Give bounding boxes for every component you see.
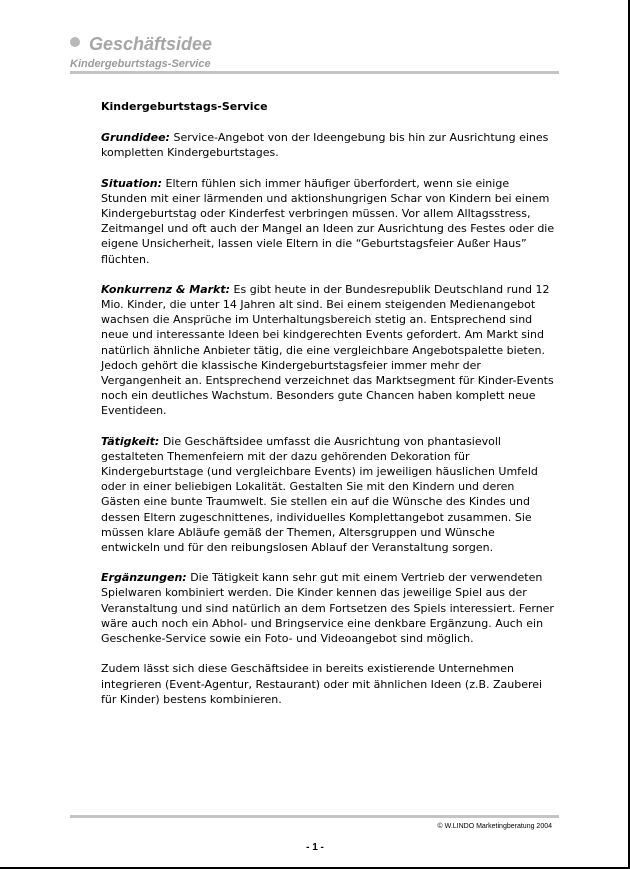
closing-paragraph: Zudem lässt sich diese Geschäftsidee in bereits existierende Unternehmen integrieren (Event-Agentur, Restaurant) oder mit ähnlichen Ideen (z.B. Zauberei für Kinder) bestens kombinieren. [101, 662, 543, 706]
section-label: Tätigkeit: [101, 434, 160, 448]
section-text: Die Geschäftsidee umfasst die Ausrichtung von phantasievoll gestalteten Themenfeiern mit der dazu gehörenden Dekoration für Kindergeburtstage (und vergleichbare Events) im jeweiligen häuslichen Umfeld oder in einer beliebigen Lokalität. Gestalten Sie mit den Kindern und deren Gästen eine bunte Traumwelt. Sie stellen ein auf die Wünsche des Kindes und dessen Eltern zugeschnittenes, individuelles Komplettangebot zusammen. Sie müssen klare Abläufe gemäß der Themen, Altersgruppen und Wünsche entwickeln und für den reibungslosen Ablauf der Veranstaltung sorgen. [101, 434, 538, 555]
header-divider [70, 71, 559, 74]
bullet-dot-icon [70, 37, 80, 47]
page-number: - 1 - [306, 842, 324, 853]
footer-divider [70, 815, 559, 818]
section-label: Situation: [101, 176, 163, 190]
footer-copyright: © W.LINDO Marketingberatung 2004 [437, 823, 552, 830]
section-konkurrenz-markt [101, 282, 556, 419]
section-situation [101, 176, 556, 267]
header-title-row [70, 33, 560, 55]
section-ergaenzungen [101, 570, 556, 646]
section-text: Service-Angebot von der Ideengebung bis hin zur Ausrichtung eines kompletten Kindergeburtstages. [101, 131, 549, 160]
document-body [101, 99, 556, 722]
header-subtitle: Kindergeburtstags-Service [70, 58, 211, 70]
section-label: Ergänzungen: [101, 571, 187, 585]
section-label: Konkurrenz & Markt: [101, 282, 231, 296]
section-text: Eltern fühlen sich immer häufiger überfordert, wenn sie einige Stunden mit einer lärmenden und aktionshungrigen Schar von Kindern bei einem Kindergeburtstag oder Kinderfest verbringen müssen. Vor allem Alltagsstress, Zeitmangel und oft auch der Mangel an Ideen zur Ausrichtung des Festes oder die eigene Unsicherheit, lassen viele Eltern in die “Geburtstagsfeier Außer Haus” flüchten. [101, 176, 555, 266]
section-label: Grundidee: [101, 131, 170, 145]
header-title: Geschäftsidee [89, 34, 213, 54]
section-taetigkeit [101, 434, 556, 556]
section-text: Die Tätigkeit kann sehr gut mit einem Vertrieb der verwendeten Spielwaren kombiniert werden. Die Kinder kennen das jeweilige Spiel aus der Veranstaltung und sind natürlich an dem Fortsetzen des Spiels interessiert. Ferner wäre auch noch ein Abhol- und Bringservice eine denkbare Ergänzung. Auch ein Geschenke-Service sowie ein Foto- und Videoangebot sind möglich. [101, 571, 554, 646]
page-header [70, 33, 560, 71]
document-title: Kindergeburtstags-Service [101, 100, 268, 113]
section-text: Es gibt heute in der Bundesrepublik Deutschland rund 12 Mio. Kinder, die unter 14 Jahren alt sind. Bei einem steigenden Medienangebot wachsen die Ansprüche im Unterhaltungsbereich stetig an. Entsprechend sind neue und interessante Ideen bei kindgerechten Events gefordert. Am Markt sind natürlich ähnliche Anbieter tätig, die eine vergleichbare Angebotspalette bieten. Jedoch gehört die klassische Kindergeburtstagsfeier immer mehr der Vergangenheit an. Entsprechend verzeichnet das Marktsegment für Kinder-Events noch ein deutliches Wachstum. Besonders gute Chancen haben komplett neue Eventideen. [101, 282, 554, 418]
section-grundidee [101, 130, 556, 160]
